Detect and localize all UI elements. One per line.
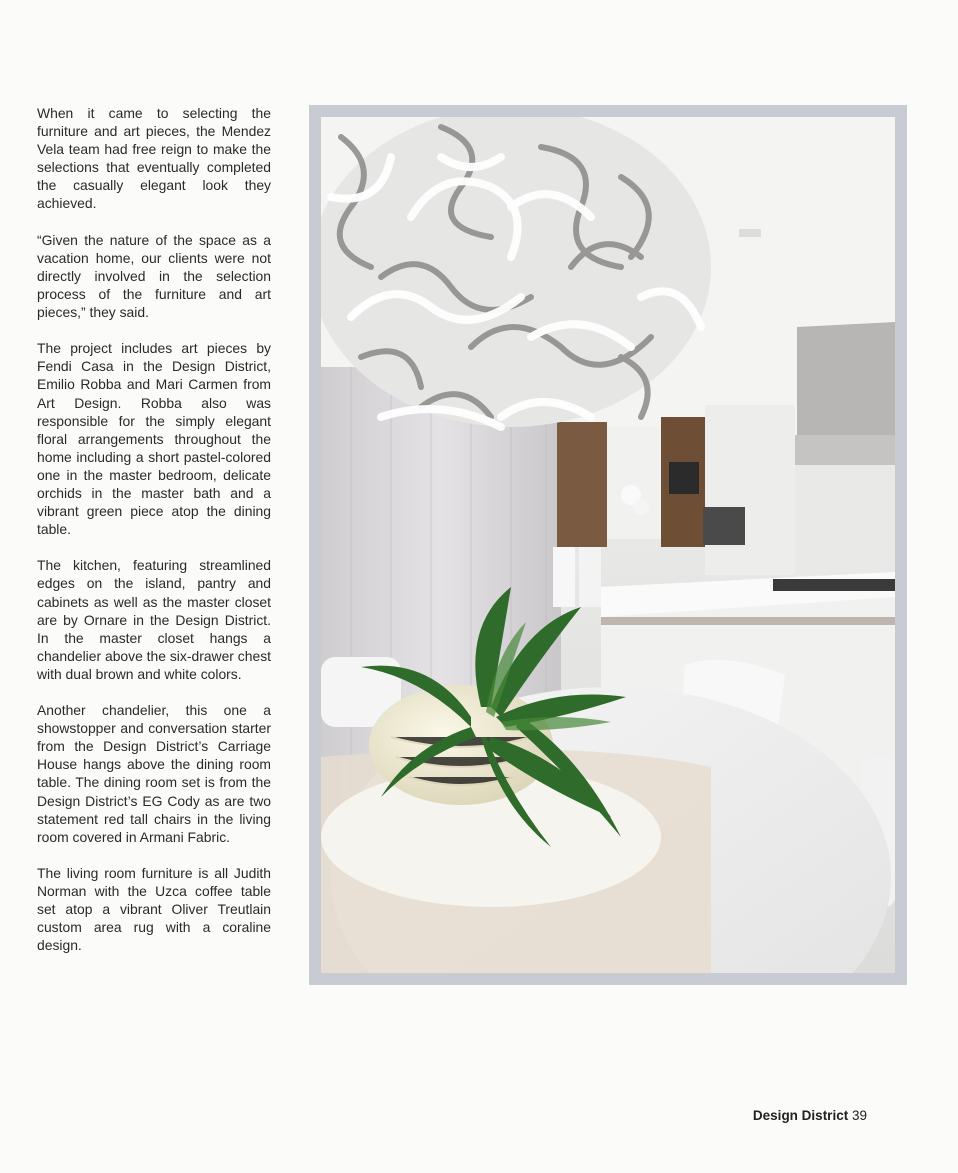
page-folio — [753, 1108, 867, 1123]
paragraph-5: Another chandelier, this one a showstopper and conversation starter from the Design District’s Carriage House hangs above the dining room table. The dining room set is from the Design District’s EG Cody as are two statement red tall chairs in the living room covered in Armani Fabric. — [37, 702, 271, 845]
page-number: 39 — [851, 1108, 867, 1123]
photo-frame — [309, 105, 907, 985]
tv — [669, 462, 699, 494]
wood-panel-left — [557, 422, 607, 547]
bar-stool — [553, 547, 575, 607]
tall-cabinets — [705, 405, 795, 575]
interior-illustration — [321, 117, 895, 973]
window — [607, 427, 661, 539]
article-text-column — [37, 104, 271, 954]
paragraph-1: When it came to selecting the furniture and art pieces, the Mendez Vela team had free reign to make the selections that eventually completed the casually elegant look they achieved. — [37, 105, 271, 212]
paragraph-4: The kitchen, featuring streamlined edges on the island, pantry and cabinets as well as the master closet are by Ornare in the Design District. In the master closet hangs a chandelier above the six-drawer chest with dual brown and white colors. — [37, 557, 271, 682]
publication-name: Design District — [752, 1108, 849, 1123]
paragraph-6: The living room furniture is all Judith Norman with the Uzca coffee table set atop a vibrant Oliver Treutlain custom area rug with a coraline design. — [37, 864, 271, 954]
range-hood — [797, 322, 895, 447]
oven — [703, 507, 745, 545]
dining-kitchen-photo — [321, 117, 895, 973]
paragraph-3: The project includes art pieces by Fendi Casa in the Design District, Emilio Robba and Mari Carmen from Art Design. Robba also was responsible for the simply elegant floral arrangements throughout the home including a short pastel-colored one in the master bedroom, delicate orchids in the master bath and a vibrant green piece atop the dining table. — [37, 340, 271, 538]
paragraph-2: “Given the nature of the space as a vacation home, our clients were not directly involved in the selection process of the furniture and art pieces,” they said. — [37, 231, 271, 321]
